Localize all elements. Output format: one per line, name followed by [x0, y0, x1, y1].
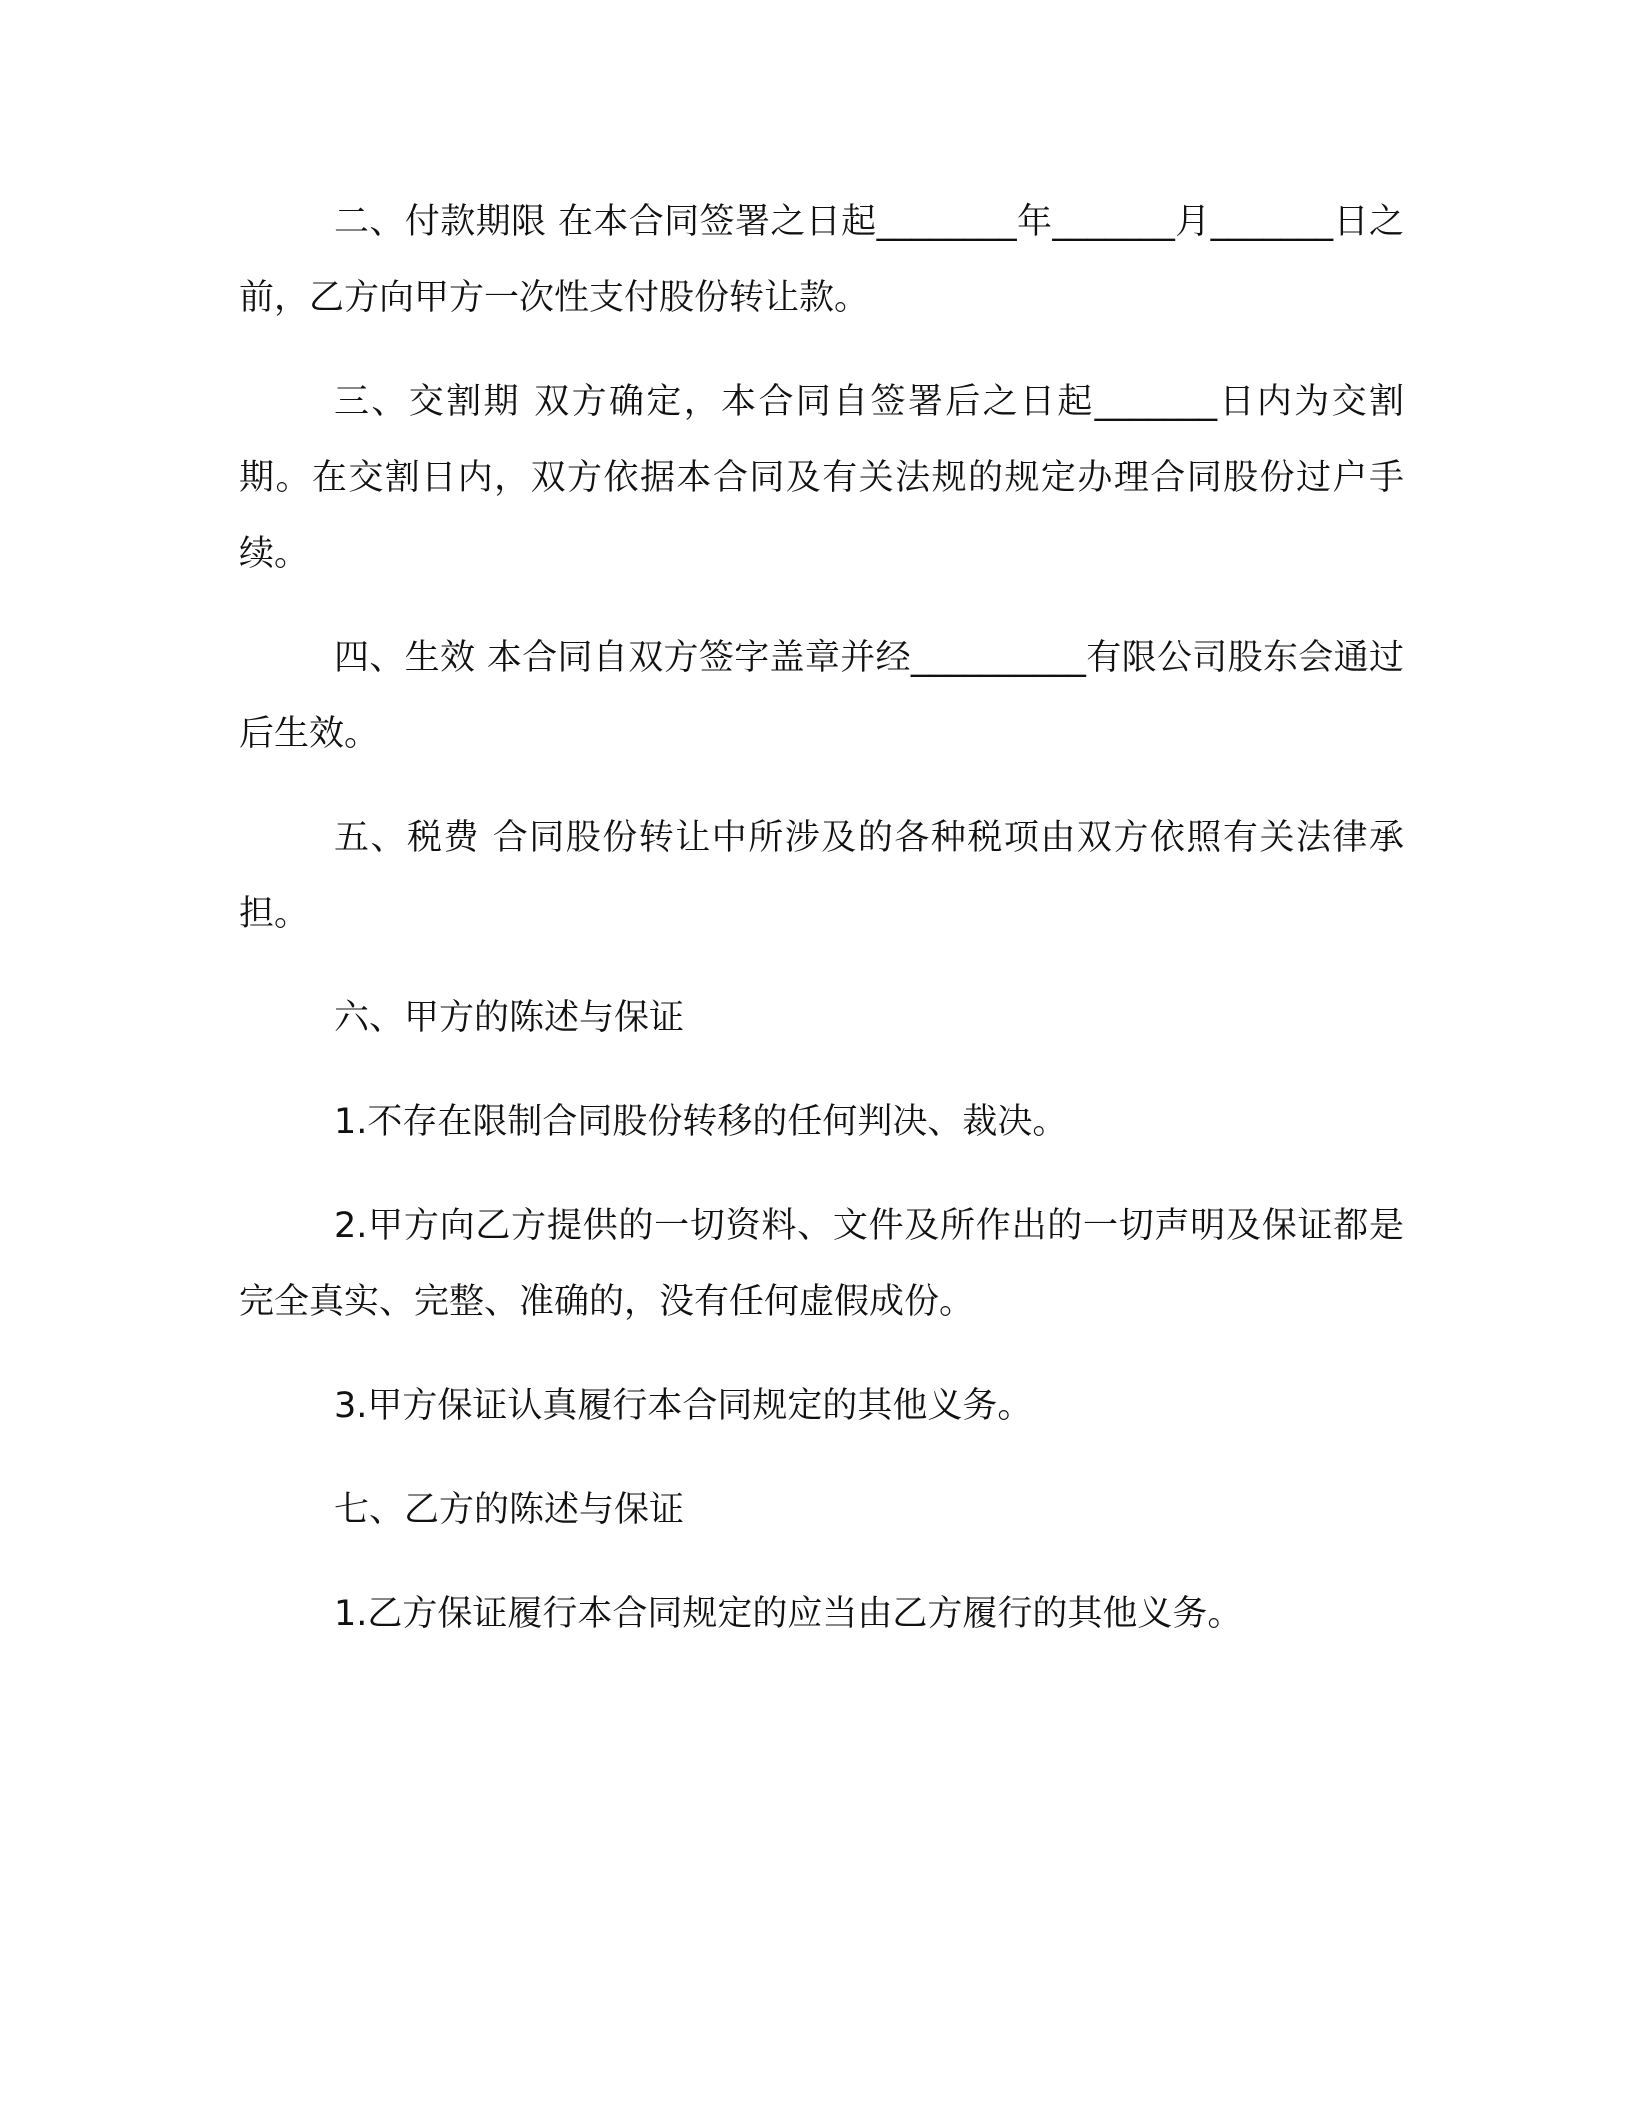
- document-body: [239, 184, 1404, 1680]
- party-a-item-1: 1.不存在限制合同股份转移的任何判决、裁决。: [334, 1102, 1068, 1142]
- party-b-item-1: 1.乙方保证履行本合同规定的应当由乙方履行的其他义务。: [334, 1594, 1243, 1634]
- party-a-item-3: 3.甲方保证认真履行本合同规定的其他义务。: [334, 1386, 1033, 1426]
- party-a-item-2: 2.甲方向乙方提供的一切资料、文件及所作出的一切声明及保证都是完全真实、完整、准确的，没有任何虚假成份。: [239, 1206, 1404, 1322]
- section-heading-party-b-warranties: 七、乙方的陈述与保证: [334, 1490, 685, 1530]
- clause-payment-term: 二、付款期限 在本合同签署之日起________年_______月_______日之前，乙方向甲方一次性支付股份转让款。: [239, 202, 1404, 318]
- clause-delivery-period: 三、交割期 双方确定，本合同自签署后之日起_______日内为交割期。在交割日内，双方依据本合同及有关法规的规定办理合同股份过户手续。: [239, 382, 1404, 574]
- clause-taxes: 五、税费 合同股份转让中所涉及的各种税项由双方依照有关法律承担。: [239, 818, 1404, 934]
- section-heading-party-a-warranties: 六、甲方的陈述与保证: [334, 998, 685, 1038]
- clause-effectiveness: 四、生效 本合同自双方签字盖章并经__________有限公司股东会通过后生效。: [239, 638, 1404, 754]
